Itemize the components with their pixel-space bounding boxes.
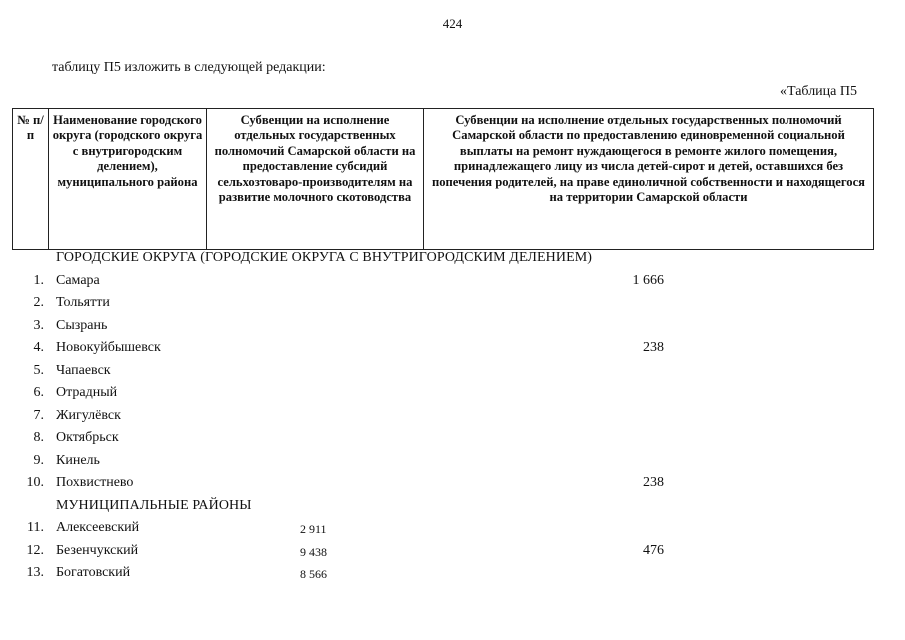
- row-name: Богатовский: [56, 565, 131, 580]
- row-name: Новокуйбышевск: [56, 340, 161, 355]
- table-row: [0, 363, 905, 385]
- row-name: Сызрань: [56, 317, 108, 333]
- table-row: [0, 408, 905, 430]
- page-number: 424: [442, 16, 463, 31]
- row-number: 13.: [26, 565, 44, 580]
- table-row: [0, 475, 905, 497]
- row-name: Алексеевский: [56, 520, 140, 535]
- table-row: [0, 318, 905, 340]
- row-value-orphans: 238: [643, 340, 664, 355]
- row-value-dairy: 2 911: [300, 522, 327, 536]
- row-value-orphans: 238: [643, 475, 664, 490]
- table-row: [0, 273, 905, 295]
- row-name: Октябрьск: [56, 430, 119, 445]
- row-value-dairy: 8 566: [300, 567, 327, 581]
- header-name: Наименование городского округа (городского округа с внутригородским делением), муниципального района: [49, 109, 207, 250]
- header-number: № п/п: [13, 109, 49, 250]
- intro-text: таблицу П5 изложить в следующей редакции:: [52, 60, 326, 75]
- table-row: [0, 543, 905, 565]
- row-name: Отрадный: [56, 385, 118, 400]
- table-row: [0, 565, 905, 587]
- row-name: Чапаевск: [56, 362, 111, 378]
- row-number: 9.: [33, 452, 44, 468]
- row-name: Тольятти: [56, 295, 110, 310]
- row-name: Безенчукский: [56, 542, 139, 558]
- header-subsidy-orphans: Субвенции на исполнение отдельных государственных полномочий Самарской области по предоставлению единовременной социальной выплаты на ремонт нуждающегося в ремонте жилого помещения, принадлежащего лицу из числа детей-сирот и детей, оставшихся без попечения родителей, на праве единоличной собственности и находящегося на территории Самарской области: [424, 109, 874, 250]
- row-number: 12.: [26, 542, 44, 558]
- table-row: [0, 453, 905, 475]
- row-number: 11.: [27, 520, 44, 535]
- row-number: 7.: [33, 407, 44, 423]
- row-number: 10.: [26, 475, 44, 490]
- row-number: 5.: [33, 362, 44, 378]
- section-title: МУНИЦИПАЛЬНЫЕ РАЙОНЫ: [56, 497, 252, 513]
- row-name: Жигулёвск: [56, 407, 121, 423]
- section-title: ГОРОДСКИЕ ОКРУГА (ГОРОДСКИЕ ОКРУГА С ВНУТРИГОРОДСКИМ ДЕЛЕНИЕМ): [56, 250, 593, 265]
- table-row: [0, 340, 905, 362]
- row-number: 2.: [33, 295, 44, 310]
- row-name: Самара: [56, 272, 100, 288]
- row-value-orphans: 1 666: [632, 272, 664, 288]
- table-row: [0, 295, 905, 317]
- row-number: 6.: [33, 385, 44, 400]
- header-subsidy-dairy: Субвенции на исполнение отдельных государственных полномочий Самарской области на предоставление субсидий сельхозтоваро-производителям на развитие молочного скотоводства: [207, 109, 424, 250]
- row-name: Похвистнево: [56, 475, 134, 490]
- row-number: 3.: [33, 317, 44, 333]
- table-row: [0, 385, 905, 407]
- row-value-dairy: 9 438: [300, 544, 327, 559]
- table-header: [12, 108, 874, 250]
- row-name: Кинель: [56, 452, 100, 468]
- table-caption: «Таблица П5: [780, 84, 857, 99]
- row-number: 4.: [33, 340, 44, 355]
- row-number: 8.: [33, 430, 44, 445]
- table-row: [0, 430, 905, 452]
- row-value-orphans: 476: [643, 542, 664, 558]
- table-row: [0, 520, 905, 542]
- row-number: 1.: [33, 272, 44, 288]
